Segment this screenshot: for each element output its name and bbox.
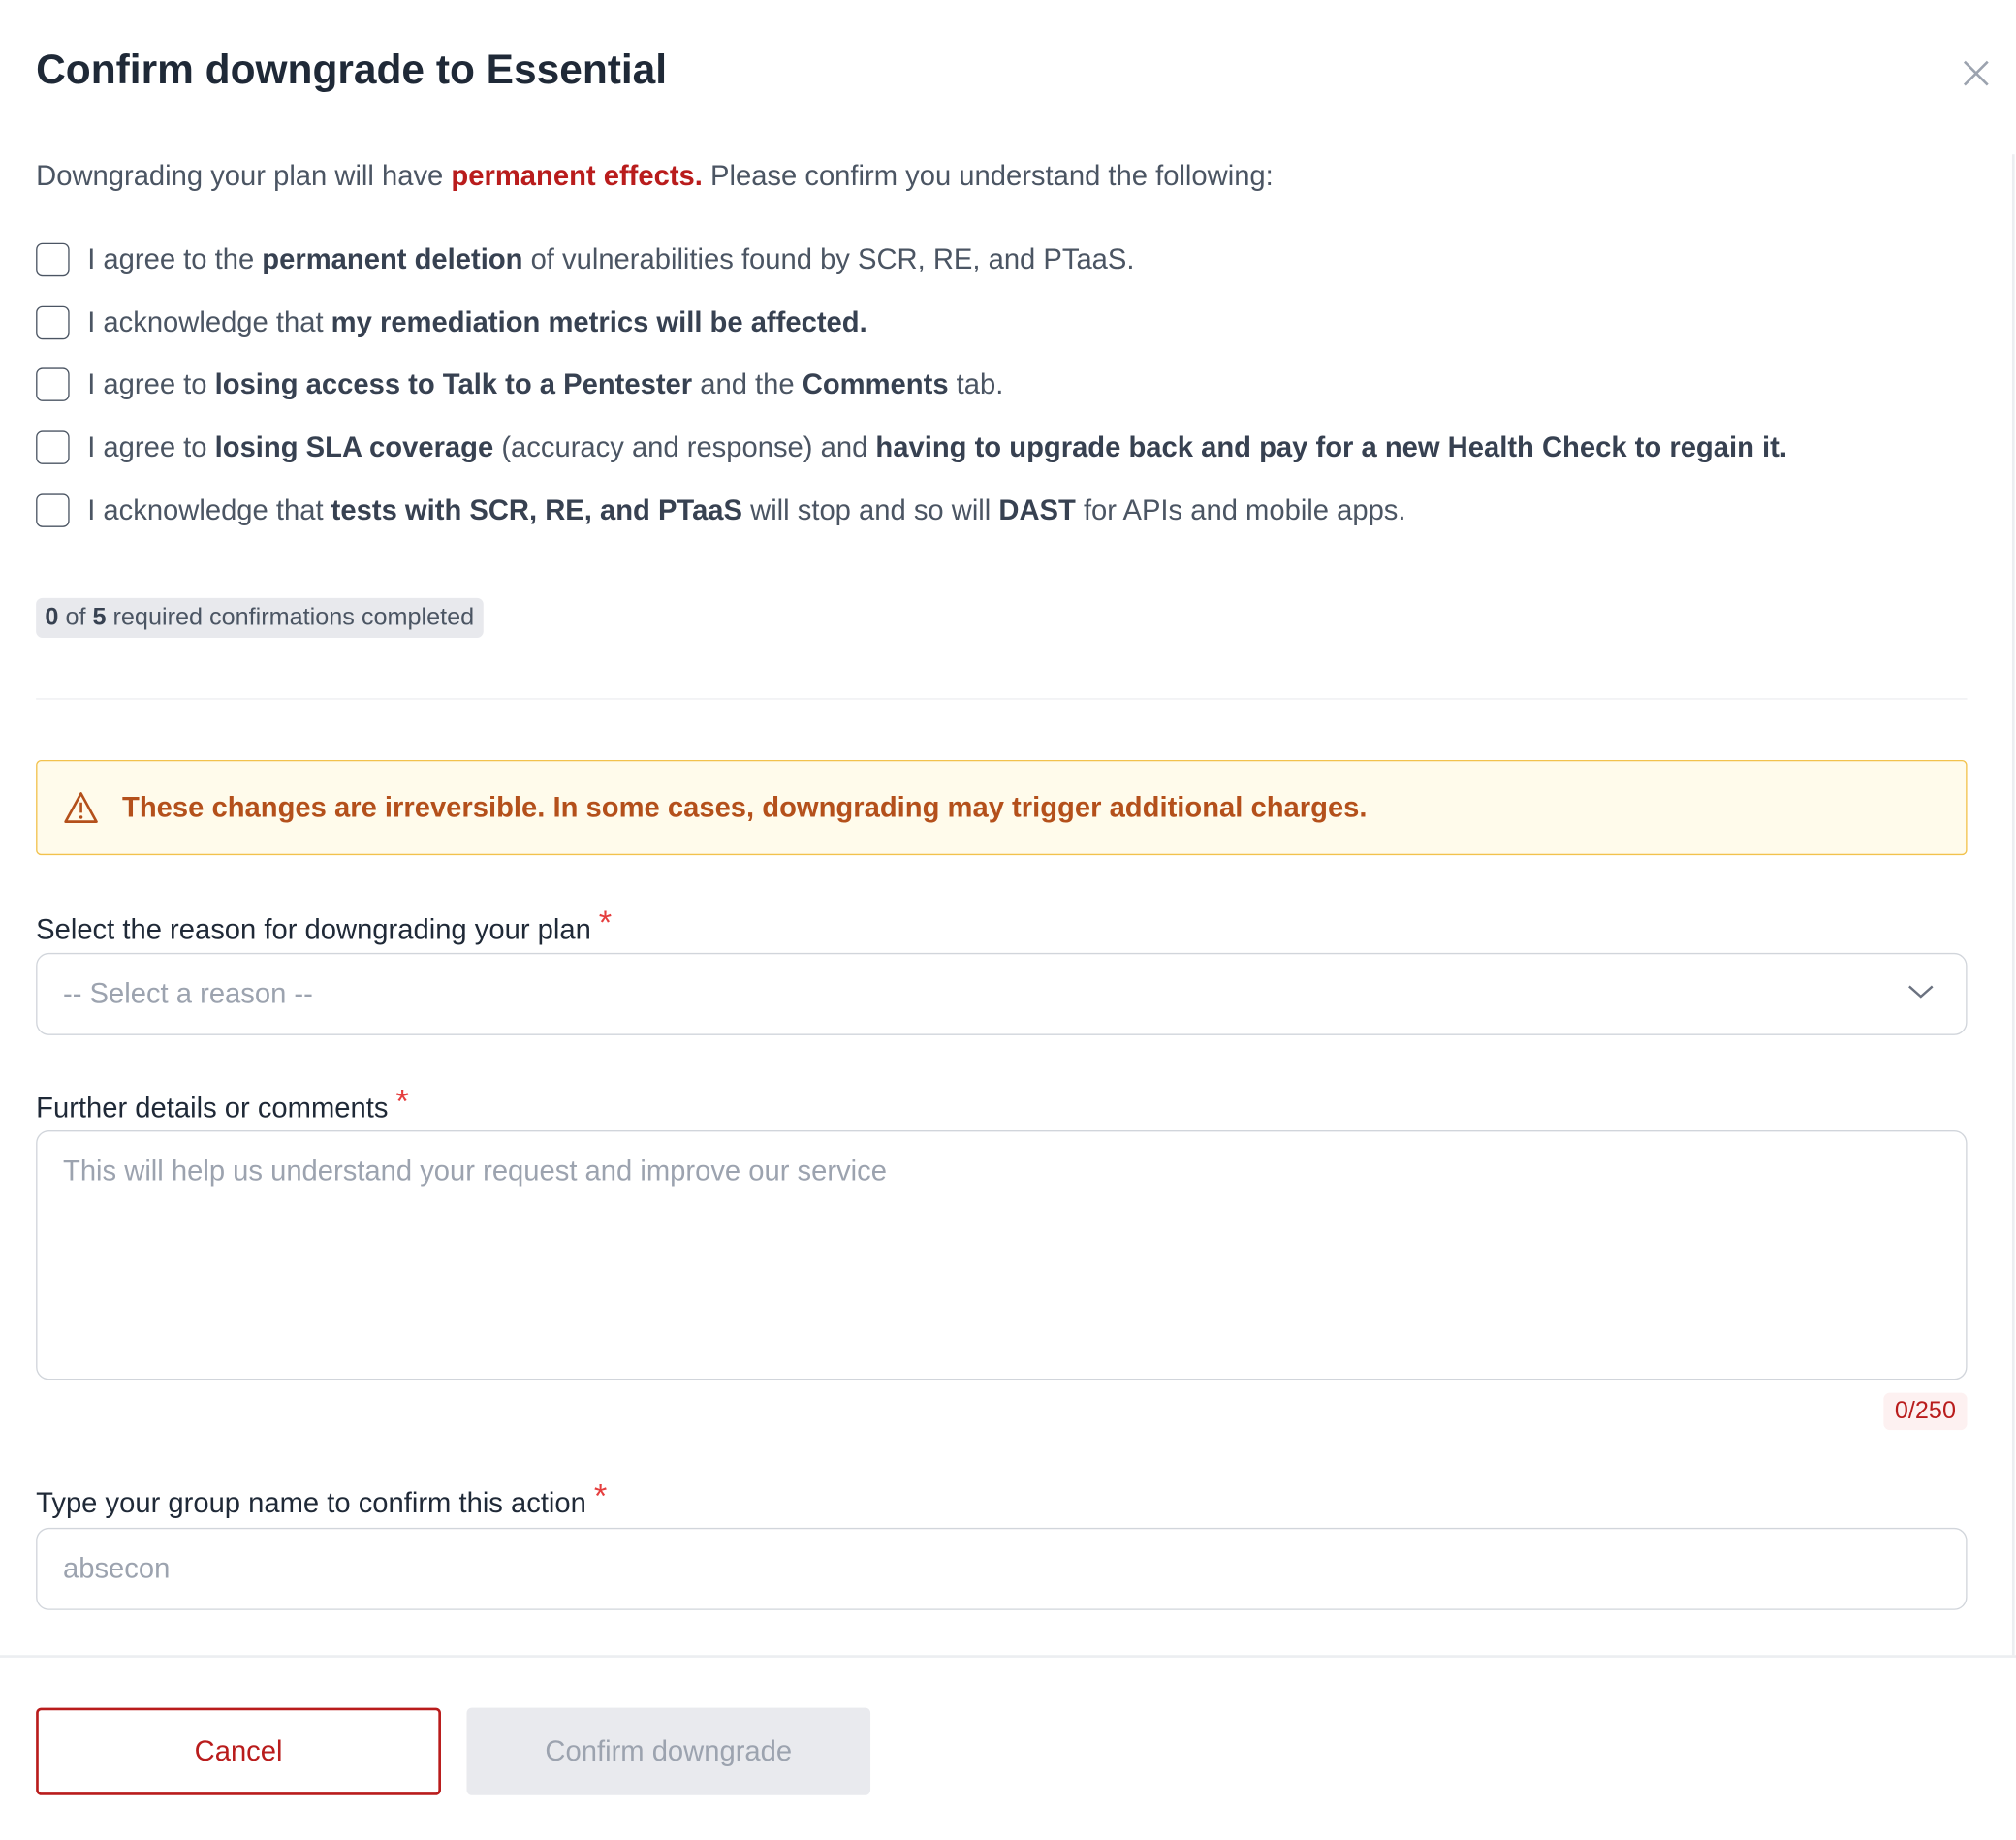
intro-emphasis: permanent effects. [451, 159, 703, 192]
confirmation-label [87, 493, 1405, 526]
confirmation-label [87, 306, 867, 339]
group-name-label [36, 1476, 607, 1520]
confirmation-checkbox[interactable] [36, 430, 69, 463]
total-count: 5 [92, 604, 107, 632]
required-asterisk: * [593, 1475, 608, 1515]
text: I acknowledge that [87, 305, 331, 338]
confirmation-item[interactable] [36, 493, 1405, 526]
group-name-input[interactable] [36, 1528, 1967, 1610]
confirmation-label [87, 367, 1003, 400]
footer-divider [0, 1655, 2016, 1657]
confirm-downgrade-button[interactable]: Confirm downgrade [467, 1708, 871, 1795]
confirmation-label [87, 243, 1134, 276]
close-button[interactable] [1960, 56, 1993, 89]
confirmation-progress-badge [36, 598, 483, 638]
text-bold: my remediation metrics will be affected. [331, 305, 867, 338]
reason-label [36, 903, 612, 946]
text-bold: having to upgrade back and pay for a new Health Check to regain it. [875, 430, 1787, 463]
text: I agree to [87, 430, 215, 463]
warning-text: These changes are irreversible. In some cases, downgrading may trigger additional charges. [122, 790, 1368, 823]
textarea-placeholder: This will help us understand your request and improve our service [62, 1155, 887, 1188]
reason-select[interactable] [36, 953, 1967, 1035]
text-bold: losing access to Talk to a Pentester [214, 367, 693, 400]
text-bold: permanent deletion [262, 242, 523, 275]
text: tab. [948, 367, 1004, 400]
text: and the [692, 367, 803, 400]
label-text: Further details or comments [36, 1092, 389, 1125]
warning-icon [63, 791, 99, 824]
confirmation-checkbox[interactable] [36, 493, 69, 526]
text-bold: losing SLA coverage [214, 430, 494, 463]
comments-label [36, 1082, 409, 1126]
label-text: Type your group name to confirm this action [36, 1486, 586, 1519]
text: for APIs and mobile apps. [1075, 493, 1406, 526]
confirmation-checkbox[interactable] [36, 306, 69, 339]
intro-text [36, 159, 1274, 192]
text: of [58, 604, 93, 632]
text: of vulnerabilities found by SCR, RE, and PTaaS. [522, 242, 1135, 275]
intro-after: Please confirm you understand the following: [702, 159, 1274, 192]
confirmation-checkbox[interactable] [36, 243, 69, 276]
cancel-button[interactable]: Cancel [36, 1708, 441, 1795]
completed-count: 0 [45, 604, 59, 632]
text: I agree to the [87, 242, 263, 275]
select-placeholder: -- Select a reason -- [62, 977, 313, 1010]
close-icon [1960, 56, 1993, 89]
confirmation-item[interactable] [36, 367, 1003, 400]
text: I agree to [87, 367, 215, 400]
comments-textarea[interactable] [36, 1130, 1967, 1380]
text: will stop and so will [742, 493, 999, 526]
dialog-title: Confirm downgrade to Essential [36, 46, 668, 93]
label-text: Select the reason for downgrading your plan [36, 912, 591, 945]
text-bold: tests with SCR, RE, and PTaaS [331, 493, 743, 526]
warning-banner [36, 760, 1967, 855]
confirmation-label [87, 430, 1787, 463]
divider [36, 698, 1967, 699]
confirmation-item[interactable] [36, 306, 867, 339]
text: I acknowledge that [87, 493, 331, 526]
input-placeholder: absecon [62, 1552, 171, 1585]
character-counter: 0/250 [1883, 1393, 1967, 1430]
confirmation-item[interactable] [36, 243, 1134, 276]
required-asterisk: * [395, 1081, 409, 1121]
confirmation-item[interactable] [36, 430, 1787, 463]
confirmation-checkbox[interactable] [36, 367, 69, 400]
text: required confirmations completed [106, 604, 475, 632]
scroll-edge [2012, 154, 2014, 1655]
text-bold: Comments [802, 367, 949, 400]
text-bold: DAST [998, 493, 1076, 526]
required-asterisk: * [598, 903, 613, 941]
chevron-down-icon [1906, 982, 1935, 1000]
text: (accuracy and response) and [493, 430, 876, 463]
intro-before: Downgrading your plan will have [36, 159, 452, 192]
